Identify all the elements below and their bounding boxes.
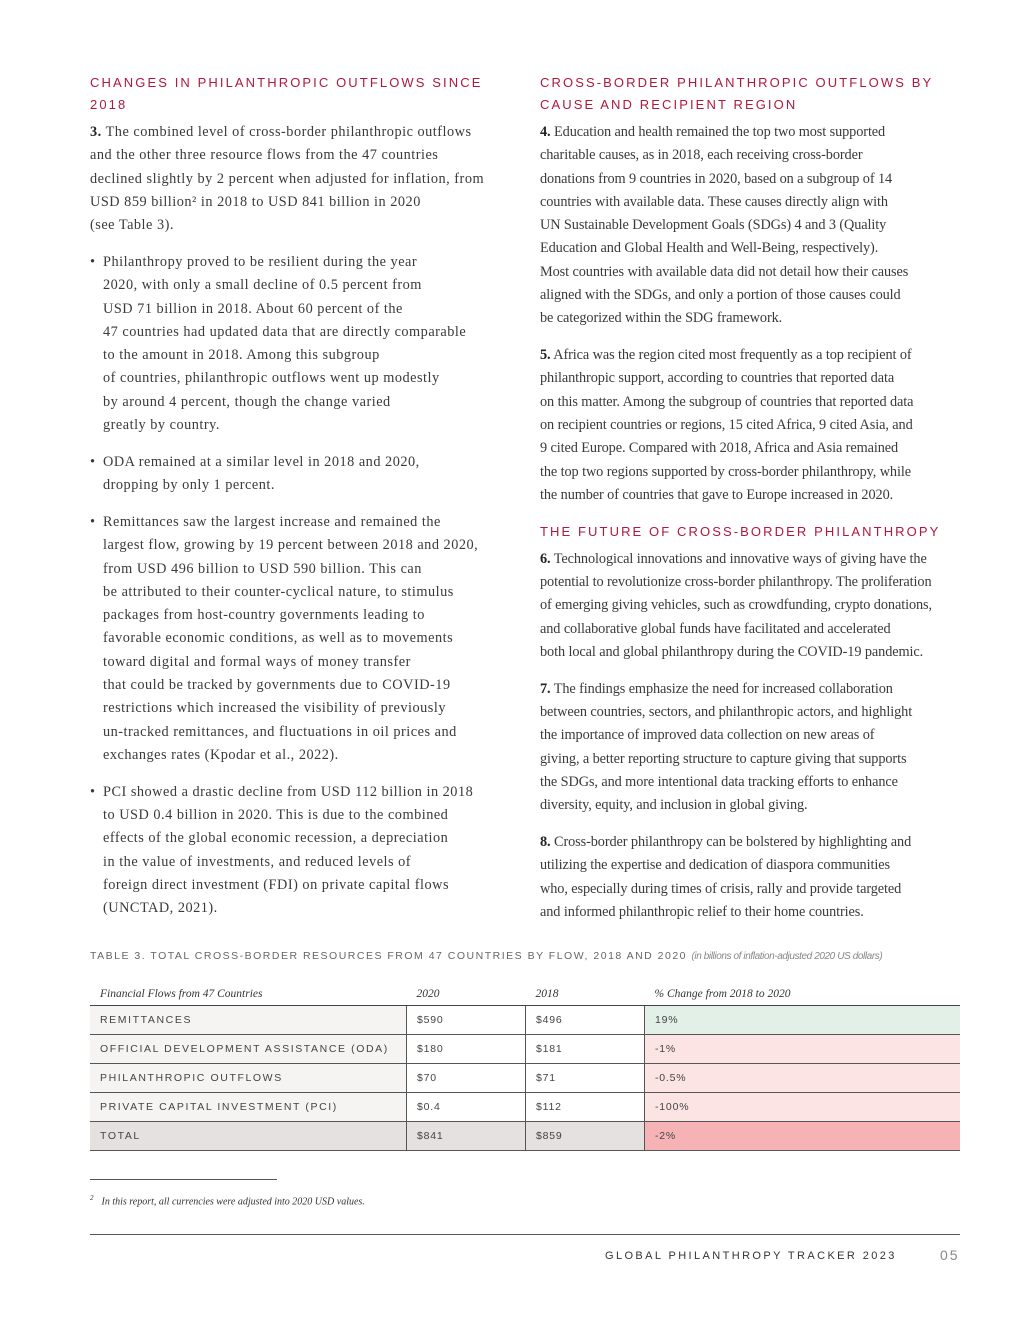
line-text: 9 cited Europe. Compared with 2018, Africa and Asia remained [540, 440, 899, 457]
table-header-row [90, 983, 960, 1006]
header-2020: 2020 [407, 983, 526, 1006]
line-text: Technological innovations and innovative ways of giving have the [553, 550, 927, 567]
cell-flow: PRIVATE CAPITAL INVESTMENT (PCI) [90, 1093, 407, 1122]
line-text: the importance of improved data collection on new areas of [540, 727, 875, 744]
bullet-list [90, 251, 515, 921]
bullet-item [90, 781, 515, 921]
line-text: aligned with the SDGs, and only a portion of those causes could [540, 287, 901, 304]
page-number: 05 [940, 1247, 960, 1263]
text-line [103, 851, 515, 874]
text-line [103, 474, 515, 497]
line-text: The findings emphasize the need for increased collaboration [553, 680, 893, 697]
line-text: of emerging giving vehicles, such as crowdfunding, crypto donations, [540, 597, 932, 614]
line-text: USD 859 billion² in 2018 to USD 841 billion in 2020 [90, 193, 421, 210]
table-caption-title: TABLE 3. TOTAL CROSS-BORDER RESOURCES FROM 47 COUNTRIES BY FLOW, 2018 AND 2020 [90, 950, 688, 962]
line-text: declined slightly by 2 percent when adjusted for inflation, from [90, 170, 485, 187]
line-text: countries with available data. These causes directly align with [540, 193, 888, 210]
text-line [540, 618, 965, 641]
text-line [540, 878, 965, 901]
table-row [90, 1122, 960, 1151]
line-text: greatly by country. [103, 417, 220, 434]
line-text: ODA remained at a similar level in 2018 and 2020, [103, 453, 420, 470]
cell-v2020: $0.4 [407, 1093, 526, 1122]
line-text: to USD 0.4 billion in 2020. This is due to the combined [103, 807, 449, 824]
cell-change: -100% [645, 1093, 961, 1122]
header-flow: Financial Flows from 47 Countries [90, 983, 407, 1006]
bullet-icon: • [90, 253, 96, 270]
text-line [540, 484, 965, 507]
line-text: un-tracked remittances, and fluctuations in oil prices and [103, 723, 457, 740]
line-text: PCI showed a drastic decline from USD 112 billion in 2018 [103, 783, 474, 800]
text-line [540, 344, 965, 367]
text-line [103, 674, 515, 697]
text-line [540, 571, 965, 594]
text-line [103, 251, 515, 274]
text-line [90, 168, 515, 191]
bullet-item [90, 251, 515, 437]
text-line [103, 897, 515, 920]
cell-v2018: $71 [526, 1064, 645, 1093]
text-line [540, 641, 965, 664]
table-row [90, 1035, 960, 1064]
cell-change: 19% [645, 1006, 961, 1035]
text-line [90, 214, 515, 237]
text-line [540, 144, 965, 167]
text-line [540, 748, 965, 771]
cell-flow: OFFICIAL DEVELOPMENT ASSISTANCE (ODA) [90, 1035, 407, 1064]
paragraph-number: 8. [540, 834, 551, 851]
text-line [540, 437, 965, 460]
line-text: Remittances saw the largest increase and remained the [103, 513, 441, 530]
line-text: be attributed to their counter-cyclical nature, to stimulus [103, 583, 454, 600]
section-heading-cause-region [540, 72, 965, 116]
text-line [90, 121, 515, 144]
text-line [540, 678, 965, 701]
cell-flow: PHILANTHROPIC OUTFLOWS [90, 1064, 407, 1093]
line-text: who, especially during times of crisis, rally and provide targeted [540, 880, 902, 897]
text-line [540, 367, 965, 390]
line-text: utilizing the expertise and dedication of diaspora communities [540, 857, 890, 874]
text-line [103, 827, 515, 850]
text-line [540, 594, 965, 617]
footnote-text: In this report, all currencies were adjusted into 2020 USD values. [101, 1196, 365, 1208]
paragraph-3 [90, 121, 515, 237]
text-line [540, 414, 965, 437]
text-line [103, 321, 515, 344]
text-line [103, 391, 515, 414]
text-line [103, 414, 515, 437]
table-caption [90, 950, 965, 962]
paragraph-6 [540, 548, 965, 664]
line-text: Education and Global Health and Well-Being, respectively). [540, 240, 879, 257]
paragraph-number: 5. [540, 347, 551, 364]
line-text: The combined level of cross-border philanthropic outflows [105, 124, 472, 140]
line-text: Philanthropy proved to be resilient during the year [103, 253, 418, 270]
cell-flow: REMITTANCES [90, 1006, 407, 1035]
text-line [103, 367, 515, 390]
right-column [540, 72, 965, 938]
paragraph-number: 6. [540, 550, 551, 567]
header-change: % Change from 2018 to 2020 [645, 983, 961, 1006]
text-line [103, 874, 515, 897]
cell-change: -1% [645, 1035, 961, 1064]
footnote [90, 1194, 365, 1207]
cell-v2018: $859 [526, 1122, 645, 1151]
line-text: both local and global philanthropy during the COVID-19 pandemic. [540, 643, 924, 660]
line-text: (UNCTAD, 2021). [103, 900, 218, 917]
line-text: largest flow, growing by 19 percent between 2018 and 2020, [103, 537, 479, 554]
paragraph-4 [540, 121, 965, 331]
line-text: Cross-border philanthropy can be bolstered by highlighting and [554, 834, 912, 851]
line-text: favorable economic conditions, as well as to movements [103, 630, 454, 647]
left-column [90, 72, 515, 934]
line-text: philanthropic support, according to countries that reported data [540, 370, 895, 387]
line-text: exchanges rates (Kpodar et al., 2022). [103, 746, 339, 763]
cell-change: -0.5% [645, 1064, 961, 1093]
text-line [103, 627, 515, 650]
text-line [540, 284, 965, 307]
paragraph-8 [540, 831, 965, 924]
text-line [540, 461, 965, 484]
text-line [540, 307, 965, 330]
line-text: potential to revolutionize cross-border philanthropy. The proliferation [540, 574, 932, 591]
cell-v2018: $181 [526, 1035, 645, 1064]
text-line [103, 581, 515, 604]
line-text: that could be tracked by governments due to COVID-19 [103, 677, 451, 694]
footnote-mark: 2 [90, 1194, 94, 1202]
heading-line: CROSS-BORDER PHILANTHROPIC OUTFLOWS BY [540, 75, 934, 90]
text-line [90, 144, 515, 167]
footnote-divider [90, 1179, 277, 1180]
text-line [540, 794, 965, 817]
paragraph-number: 3. [90, 124, 102, 140]
line-text: the SDGs, and more intentional data tracking efforts to enhance [540, 773, 898, 790]
line-text: 2020, with only a small decline of 0.5 percent from [103, 277, 422, 294]
line-text: dropping by only 1 percent. [103, 477, 275, 494]
text-line [540, 261, 965, 284]
cell-v2018: $496 [526, 1006, 645, 1035]
line-text: from USD 496 billion to USD 590 billion. This can [103, 560, 422, 577]
line-text: the top two regions supported by cross-border philanthropy, while [540, 463, 911, 480]
table-row [90, 1064, 960, 1093]
line-text: on this matter. Among the subgroup of countries that reported data [540, 393, 914, 410]
line-text: on recipient countries or regions, 15 cited Africa, 9 cited Asia, and [540, 417, 913, 434]
line-text: toward digital and formal ways of money transfer [103, 653, 411, 670]
text-line [540, 121, 965, 144]
paragraph-5 [540, 344, 965, 507]
bullet-item [90, 511, 515, 767]
text-line [103, 534, 515, 557]
paragraph-number: 4. [540, 124, 551, 140]
line-text: to the amount in 2018. Among this subgroup [103, 347, 380, 364]
section-heading-changes: CHANGES IN PHILANTHROPIC OUTFLOWS SINCE 2018 [90, 75, 483, 112]
bullet-icon: • [90, 453, 96, 470]
text-line [540, 771, 965, 794]
line-text: the number of countries that gave to Europe increased in 2020. [540, 486, 894, 503]
text-line [103, 558, 515, 581]
text-line [103, 651, 515, 674]
cell-v2020: $180 [407, 1035, 526, 1064]
text-line [540, 548, 965, 571]
line-text: of countries, philanthropic outflows went up modestly [103, 370, 440, 387]
table-row [90, 1006, 960, 1035]
line-text: UN Sustainable Development Goals (SDGs) 4 and 3 (Quality [540, 217, 887, 234]
cell-v2018: $112 [526, 1093, 645, 1122]
line-text: Africa was the region cited most frequently as a top recipient of [553, 347, 912, 364]
text-line [103, 274, 515, 297]
text-line [103, 697, 515, 720]
line-text: giving, a better reporting structure to capture giving that supports [540, 750, 907, 767]
cell-v2020: $70 [407, 1064, 526, 1093]
text-line [540, 168, 965, 191]
text-line [540, 701, 965, 724]
cell-flow: TOTAL [90, 1122, 407, 1151]
bullet-item [90, 451, 515, 498]
text-line [103, 721, 515, 744]
line-text: effects of the global economic recession, a depreciation [103, 830, 449, 847]
line-text: Most countries with available data did not detail how their causes [540, 263, 909, 280]
text-line [540, 854, 965, 877]
cell-v2020: $590 [407, 1006, 526, 1035]
line-text: by around 4 percent, though the change varied [103, 393, 391, 410]
line-text: 47 countries had updated data that are directly comparable [103, 323, 467, 340]
text-line [540, 831, 965, 854]
text-line [540, 214, 965, 237]
text-line [540, 191, 965, 214]
text-line [540, 901, 965, 924]
line-text: donations from 9 countries in 2020, based on a subgroup of 14 [540, 170, 893, 187]
text-line [103, 804, 515, 827]
line-text: and the other three resource flows from the 47 countries [90, 147, 439, 164]
text-line [90, 191, 515, 214]
line-text: packages from host-country governments leading to [103, 607, 425, 624]
bullet-icon: • [90, 513, 96, 530]
text-line [103, 451, 515, 474]
section-heading-future: THE FUTURE OF CROSS-BORDER PHILANTHROPY [540, 523, 941, 539]
bullet-icon: • [90, 783, 96, 800]
line-text: restrictions which increased the visibility of previously [103, 700, 446, 717]
line-text: Education and health remained the top two most supported [554, 124, 886, 140]
cell-v2020: $841 [407, 1122, 526, 1151]
text-line [103, 344, 515, 367]
line-text: and informed philanthropic relief to their home countries. [540, 903, 864, 920]
line-text: be categorized within the SDG framework. [540, 310, 783, 327]
line-text: foreign direct investment (FDI) on private capital flows [103, 876, 450, 893]
cell-change: -2% [645, 1122, 961, 1151]
footer-divider [90, 1234, 960, 1235]
text-line [103, 511, 515, 534]
line-text: USD 71 billion in 2018. About 60 percent of the [103, 300, 403, 317]
heading-line: CAUSE AND RECIPIENT REGION [540, 97, 798, 112]
line-text: between countries, sectors, and philanthropic actors, and highlight [540, 704, 913, 721]
line-text: in the value of investments, and reduced levels of [103, 853, 412, 870]
line-text: and collaborative global funds have facilitated and accelerated [540, 620, 891, 637]
line-text: (see Table 3). [90, 217, 174, 234]
paragraph-number: 7. [540, 680, 551, 697]
line-text: charitable causes, as in 2018, each receiving cross-border [540, 147, 863, 164]
text-line [103, 604, 515, 627]
table-caption-note: (in billions of inflation-adjusted 2020 US dollars) [691, 951, 883, 962]
header-2018: 2018 [526, 983, 645, 1006]
text-line [540, 724, 965, 747]
text-line [103, 744, 515, 767]
text-line [103, 298, 515, 321]
text-line [540, 237, 965, 260]
text-line [103, 781, 515, 804]
line-text: diversity, equity, and inclusion in global giving. [540, 797, 808, 814]
text-line [540, 391, 965, 414]
paragraph-7 [540, 678, 965, 818]
footer-title: GLOBAL PHILANTHROPY TRACKER 2023 [605, 1250, 897, 1262]
resources-table [90, 983, 960, 1151]
table-row [90, 1093, 960, 1122]
